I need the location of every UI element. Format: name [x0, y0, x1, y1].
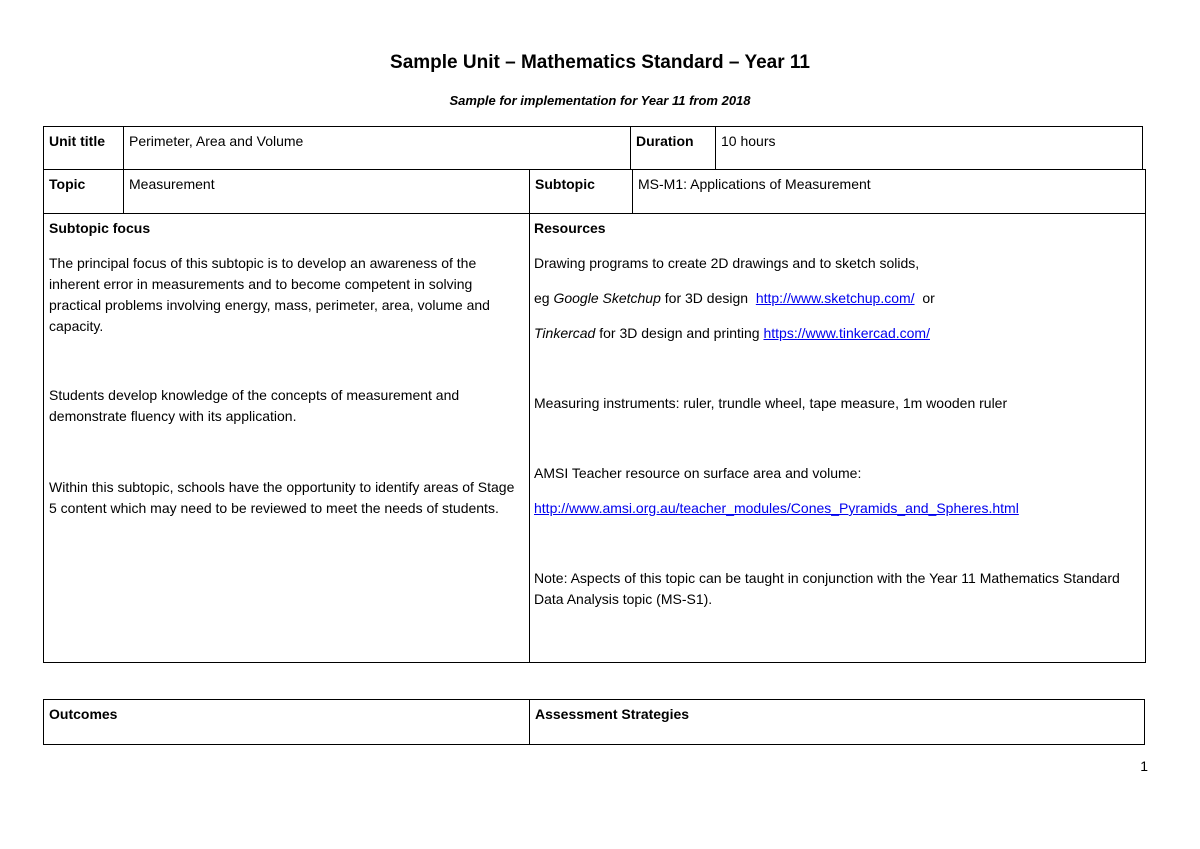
unit-title-label: Unit title	[43, 126, 124, 170]
sketchup-suffix: for 3D design	[660, 290, 749, 306]
assessment-strategies-header: Assessment Strategies	[529, 699, 1145, 745]
duration-value: 10 hours	[715, 126, 1143, 170]
resources-drawing-intro: Drawing programs to create 2D drawings and to sketch solids,	[534, 255, 920, 271]
subtopic-value: MS-M1: Applications of Measurement	[632, 169, 1146, 214]
duration-label: Duration	[630, 126, 716, 170]
tinkercad-name: Tinkercad	[534, 325, 596, 341]
resources-amsi-text: AMSI Teacher resource on surface area and volume:	[534, 465, 862, 481]
topic-label: Topic	[43, 169, 124, 214]
unit-title-value: Perimeter, Area and Volume	[123, 126, 631, 170]
resources-sketchup-line	[534, 288, 1141, 309]
page-title: Sample Unit – Mathematics Standard – Year 11	[390, 52, 810, 73]
page-number: 1	[1140, 758, 1148, 774]
or-word: or	[922, 290, 935, 306]
resources-cell	[529, 213, 1146, 663]
resources-instruments: Measuring instruments: ruler, trundle wheel, tape measure, 1m wooden ruler	[534, 395, 1008, 411]
topic-value: Measurement	[123, 169, 530, 214]
subtopic-focus-heading: Subtopic focus	[49, 220, 151, 236]
focus-paragraph-2: Students develop knowledge of the concepts of measurement and demonstrate fluency with its application.	[49, 387, 460, 424]
sketchup-link[interactable]: http://www.sketchup.com/	[755, 290, 915, 306]
subtopic-label: Subtopic	[529, 169, 633, 214]
resources-note: Note: Aspects of this topic can be taught in conjunction with the Year 11 Mathematics Standard Data Analysis topic (MS-S1).	[534, 570, 1120, 607]
page-subtitle: Sample for implementation for Year 11 from 2018	[449, 93, 751, 108]
resources-tinkercad-line	[534, 323, 1141, 344]
resources-amsi-line	[534, 498, 1141, 519]
tinkercad-link[interactable]: https://www.tinkercad.com/	[763, 325, 930, 341]
outcomes-header: Outcomes	[43, 699, 530, 745]
amsi-link[interactable]: http://www.amsi.org.au/teacher_modules/Cones_Pyramids_and_Spheres.html	[534, 500, 1019, 516]
tinkercad-suffix: for 3D design and printing	[595, 325, 764, 341]
subtopic-focus-cell	[43, 213, 530, 663]
focus-paragraph-1: The principal focus of this subtopic is to develop an awareness of the inherent error in measurements and to become competent in solving practical problems involving energy, mass, perimeter, area, volume and capacity.	[49, 255, 490, 334]
sketchup-name: Google Sketchup	[553, 290, 661, 306]
sketchup-prefix: eg	[534, 290, 554, 306]
resources-heading: Resources	[534, 220, 606, 236]
focus-paragraph-3: Within this subtopic, schools have the opportunity to identify areas of Stage 5 content which may need to be reviewed to meet the needs of students.	[49, 479, 515, 516]
